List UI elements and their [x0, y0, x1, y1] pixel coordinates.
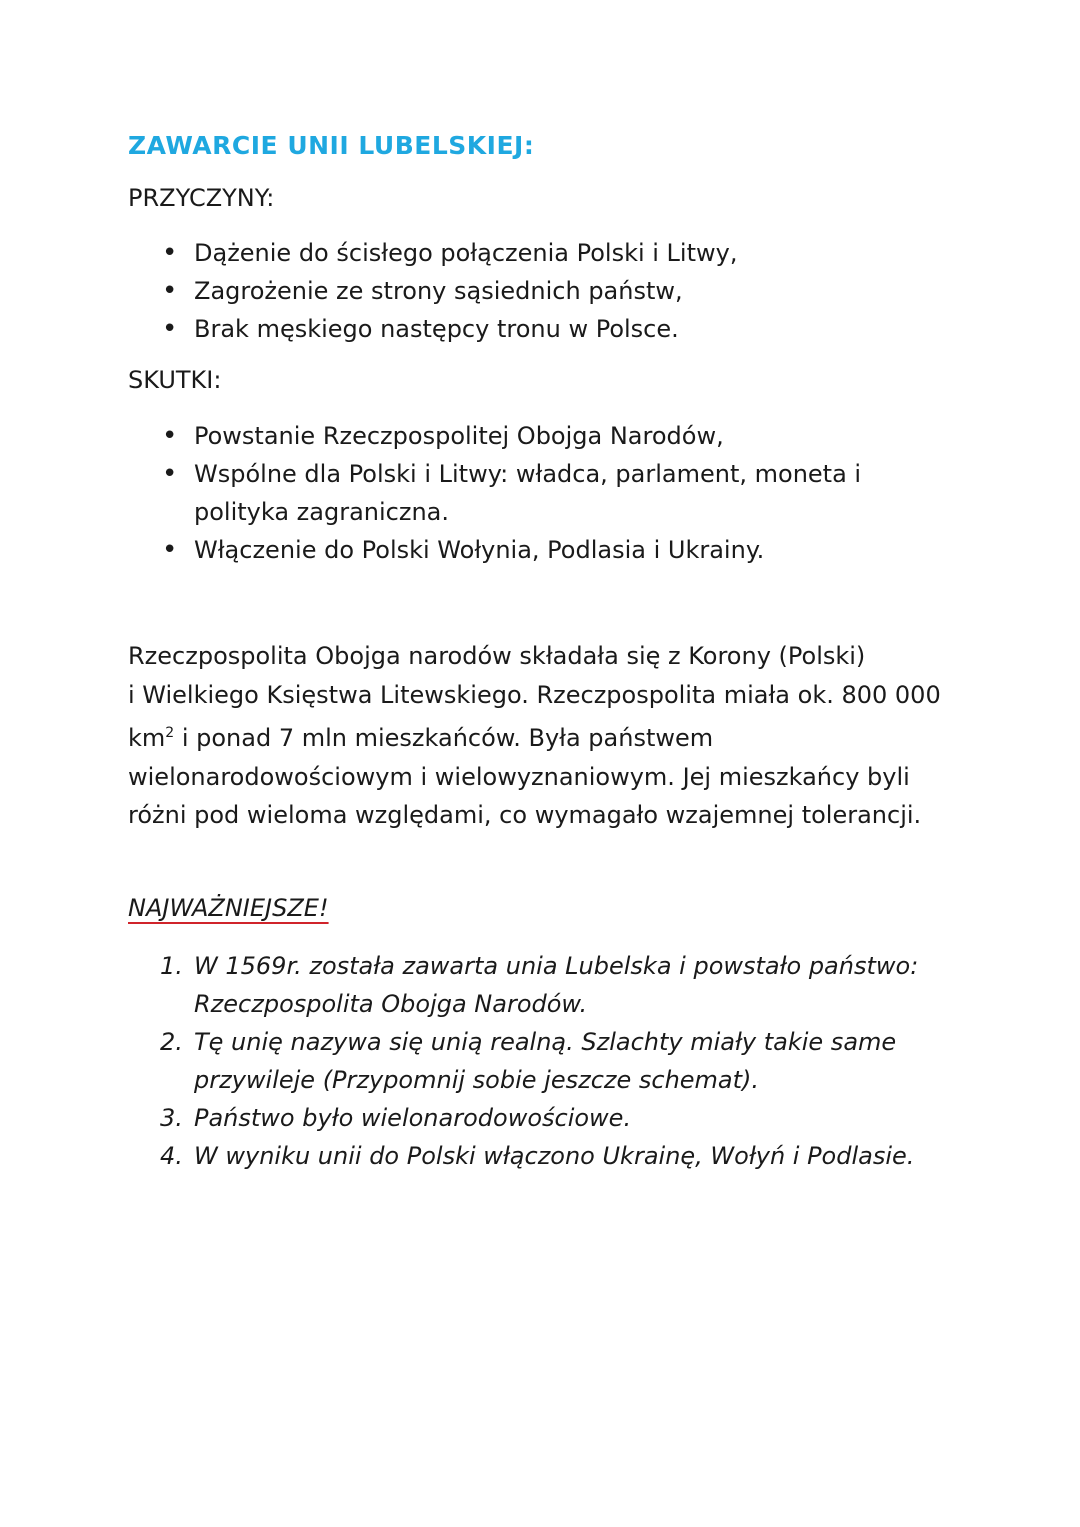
item-text: W wyniku unii do Polski włączono Ukrainę, Wołyń i Podlasie.	[194, 1142, 915, 1170]
item-number: 2.	[160, 1028, 183, 1056]
list-item	[160, 1137, 930, 1175]
area-unit: km	[128, 724, 166, 752]
area-unit-exponent: 2	[165, 725, 175, 741]
causes-label: PRZYCZYNY:	[128, 184, 275, 212]
list-item: • Dążenie do ścisłego połączenia Polski i Litwy,	[160, 234, 960, 272]
list-item: • Brak męskiego następcy tronu w Polsce.	[160, 310, 960, 348]
list-item	[160, 1099, 930, 1137]
item-text: Państwo było wielonarodowościowe.	[194, 1104, 632, 1132]
item-number: 4.	[160, 1142, 183, 1170]
list-item: • Zagrożenie ze strony sąsiednich państw,	[160, 272, 960, 310]
list-item	[160, 1023, 930, 1099]
paragraph-line-1: Rzeczpospolita Obojga narodów składała się z Korony (Polski)	[128, 642, 866, 670]
list-item: • Włączenie do Polski Wołynia, Podlasia i Ukrainy.	[160, 531, 960, 569]
item-text: W 1569r. została zawarta unia Lubelska i powstało państwo: Rzeczpospolita Obojga Narodów.	[194, 952, 919, 1018]
list-item: • Powstanie Rzeczpospolitej Obojga Narodów,	[160, 417, 960, 455]
list-item: • Wspólne dla Polski i Litwy: władca, parlament, moneta i polityka zagraniczna.	[160, 455, 960, 531]
important-list	[160, 947, 930, 1175]
description-paragraph	[128, 637, 958, 835]
important-heading: NAJWAŻNIEJSZE!	[128, 894, 329, 922]
list-item	[160, 947, 930, 1023]
causes-list	[160, 234, 960, 348]
paragraph-rest: i ponad 7 mln mieszkańców. Była państwem wielonarodowościowym i wielowyznaniowym. Jej mieszkańcy byli różni pod wieloma względami, co wymagało wzajemnej tolerancji.	[128, 724, 922, 829]
effects-label: SKUTKI:	[128, 366, 222, 394]
effects-list	[160, 417, 960, 569]
item-number: 3.	[160, 1104, 183, 1132]
item-text: Tę unię nazywa się unią realną. Szlachty miały takie same przywileje (Przypomnij sobie jeszcze schemat).	[194, 1028, 897, 1094]
item-number: 1.	[160, 952, 183, 980]
document-title: ZAWARCIE UNII LUBELSKIEJ:	[128, 131, 535, 160]
paragraph-line-2: i Wielkiego Księstwa Litewskiego. Rzeczpospolita miała ok. 800 000	[128, 680, 941, 709]
